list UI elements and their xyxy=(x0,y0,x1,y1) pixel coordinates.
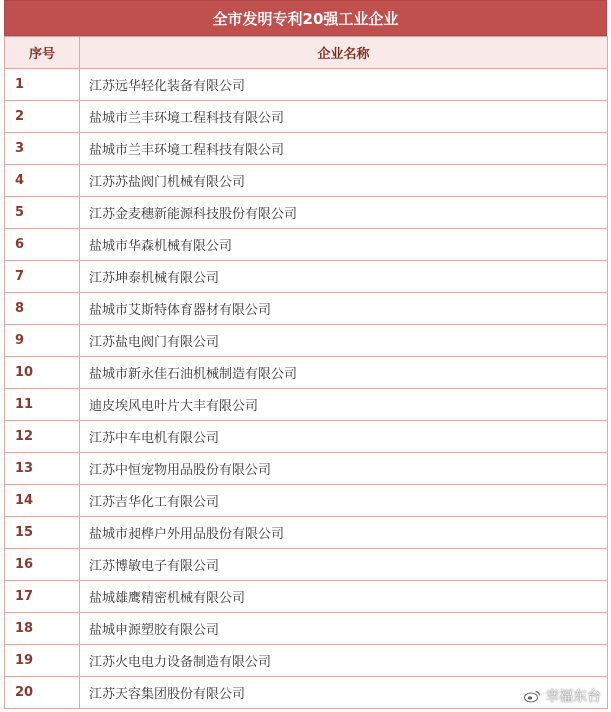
table-row xyxy=(5,645,608,677)
row-index: 16 xyxy=(5,549,80,581)
row-company-name: 江苏苏盐阀门机械有限公司 xyxy=(80,165,608,197)
table-row xyxy=(5,229,608,261)
row-index: 17 xyxy=(5,581,80,613)
row-company-name: 盐城市兰丰环境工程科技有限公司 xyxy=(80,133,608,165)
row-company-name: 江苏金麦穗新能源科技股份有限公司 xyxy=(80,197,608,229)
row-company-name: 盐城市兰丰环境工程科技有限公司 xyxy=(80,101,608,133)
row-index: 18 xyxy=(5,613,80,645)
row-index: 14 xyxy=(5,485,80,517)
row-index: 15 xyxy=(5,517,80,549)
table-row xyxy=(5,197,608,229)
table-row xyxy=(5,517,608,549)
row-company-name: 迪皮埃风电叶片大丰有限公司 xyxy=(80,389,608,421)
row-company-name: 江苏盐电阀门有限公司 xyxy=(80,325,608,357)
row-index: 3 xyxy=(5,133,80,165)
table-row xyxy=(5,485,608,517)
row-company-name: 江苏天容集团股份有限公司 xyxy=(80,677,608,709)
header-company: 企业名称 xyxy=(80,37,608,69)
row-company-name: 江苏火电电力设备制造有限公司 xyxy=(80,645,608,677)
row-company-name: 江苏吉华化工有限公司 xyxy=(80,485,608,517)
row-index: 8 xyxy=(5,293,80,325)
row-company-name: 盐城雄鹰精密机械有限公司 xyxy=(80,581,608,613)
row-index: 11 xyxy=(5,389,80,421)
row-index: 12 xyxy=(5,421,80,453)
row-index: 6 xyxy=(5,229,80,261)
table-row xyxy=(5,421,608,453)
row-company-name: 盐城申源塑胶有限公司 xyxy=(80,613,608,645)
table-row xyxy=(5,165,608,197)
row-company-name: 盐城市华森机械有限公司 xyxy=(80,229,608,261)
weibo-icon xyxy=(523,689,541,703)
table-row xyxy=(5,389,608,421)
table-row xyxy=(5,581,608,613)
row-index: 10 xyxy=(5,357,80,389)
table-title: 全市发明专利20强工业企业 xyxy=(4,0,607,36)
table-row xyxy=(5,325,608,357)
ranking-table xyxy=(4,36,608,709)
row-index: 9 xyxy=(5,325,80,357)
row-company-name: 江苏中恒宠物用品股份有限公司 xyxy=(80,453,608,485)
table-row xyxy=(5,101,608,133)
row-index: 20 xyxy=(5,677,80,709)
row-index: 2 xyxy=(5,101,80,133)
table-row xyxy=(5,261,608,293)
row-company-name: 江苏博敏电子有限公司 xyxy=(80,549,608,581)
row-index: 19 xyxy=(5,645,80,677)
row-company-name: 盐城市新永佳石油机械制造有限公司 xyxy=(80,357,608,389)
table-body xyxy=(5,69,608,709)
table-row xyxy=(5,133,608,165)
row-index: 5 xyxy=(5,197,80,229)
table-row xyxy=(5,613,608,645)
row-company-name: 盐城市艾斯特体育器材有限公司 xyxy=(80,293,608,325)
table-row xyxy=(5,549,608,581)
header-index: 序号 xyxy=(5,37,80,69)
row-company-name: 盐城市昶桦户外用品股份有限公司 xyxy=(80,517,608,549)
row-company-name: 江苏远华轻化装备有限公司 xyxy=(80,69,608,101)
watermark xyxy=(523,686,601,706)
row-index: 1 xyxy=(5,69,80,101)
row-company-name: 江苏中车电机有限公司 xyxy=(80,421,608,453)
watermark-text: 幸福东台 xyxy=(545,689,601,705)
table-row xyxy=(5,453,608,485)
row-company-name: 江苏坤泰机械有限公司 xyxy=(80,261,608,293)
row-index: 4 xyxy=(5,165,80,197)
table-row xyxy=(5,357,608,389)
row-index: 13 xyxy=(5,453,80,485)
table-row xyxy=(5,69,608,101)
header-row xyxy=(5,37,608,69)
patent-ranking-table-container xyxy=(4,0,607,709)
table-row xyxy=(5,293,608,325)
table-row xyxy=(5,677,608,709)
row-index: 7 xyxy=(5,261,80,293)
